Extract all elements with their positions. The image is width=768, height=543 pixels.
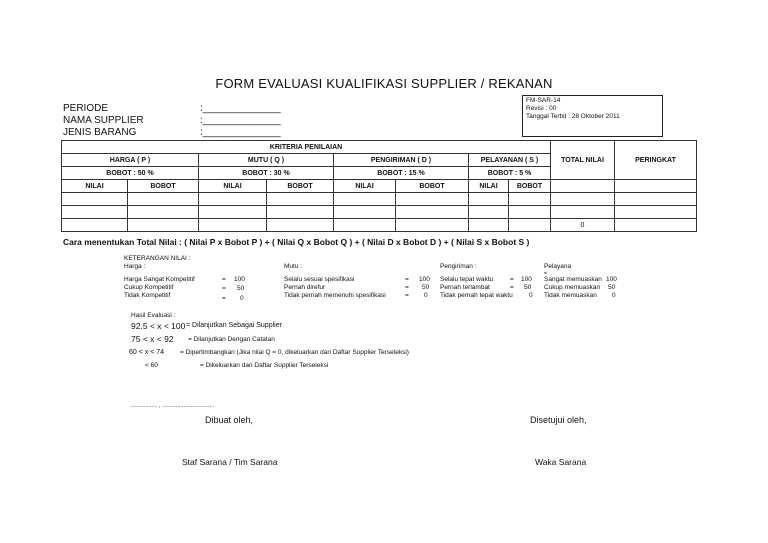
jenis-barang-label: JENIS BARANG bbox=[63, 127, 137, 138]
bobot-pengiriman: BOBOT : 15 % bbox=[334, 167, 469, 180]
table-cell[interactable] bbox=[334, 193, 396, 206]
pelayanan-option-text: Cukup memuaskan bbox=[544, 284, 600, 291]
table-cell[interactable] bbox=[334, 206, 396, 219]
mutu-option-value: 0 bbox=[424, 292, 428, 299]
form-title: FORM EVALUASI KUALIFIKASI SUPPLIER / REKANAN bbox=[215, 76, 553, 91]
mutu-option-eq: = bbox=[405, 276, 409, 283]
pengiriman-option-value: 0 bbox=[529, 292, 533, 299]
bobot-harga: BOBOT : 50 % bbox=[62, 167, 199, 180]
bobot-col-header: BOBOT bbox=[128, 180, 199, 193]
table-cell[interactable] bbox=[62, 193, 128, 206]
pelayanan-option-text: Sangat memuaskan bbox=[544, 276, 602, 283]
doc-revisi: Revisi : 00 bbox=[526, 105, 557, 112]
harga-option-eq: = bbox=[222, 276, 226, 283]
disetujui-label: Disetujui oleh, bbox=[530, 415, 587, 425]
hasil-range-3: 60 < x < 74 bbox=[129, 349, 165, 356]
hasil-title: Hasil Evaluasi : bbox=[131, 312, 176, 319]
harga-option-eq: = bbox=[222, 285, 226, 292]
pengiriman-option-eq: = bbox=[510, 276, 514, 283]
table-cell[interactable] bbox=[396, 206, 469, 219]
table-cell[interactable] bbox=[267, 193, 334, 206]
table-cell[interactable] bbox=[267, 219, 334, 232]
harga-option-text: Cukup Kompetitif bbox=[124, 284, 174, 291]
hasil-text-3: = Dipertimbangkan (Jika nilai Q = 0, dikeluarkan dari Daftar Supplier Terseleksi) bbox=[180, 349, 409, 356]
bobot-mutu: BOBOT : 30 % bbox=[199, 167, 334, 180]
mutu-option-eq: = bbox=[405, 284, 409, 291]
nama-supplier-label: NAMA SUPPLIER bbox=[63, 115, 144, 126]
pengiriman-option-text: Pernah terlambat bbox=[440, 284, 490, 291]
total-value-cell[interactable]: 0 bbox=[551, 219, 615, 232]
keterangan-pelayanan-header: Pelayana bbox=[544, 263, 572, 270]
pengiriman-option-eq: = bbox=[510, 284, 514, 291]
table-cell[interactable] bbox=[199, 206, 267, 219]
pengiriman-option-value: 50 bbox=[524, 284, 532, 291]
pelayanan-option-value: 0 bbox=[612, 292, 616, 299]
hasil-text-4: = Dikeluarkan dari Daftar Supplier Terseleksi bbox=[200, 362, 329, 369]
bobot-col-header: BOBOT bbox=[267, 180, 334, 193]
mutu-option-value: 100 bbox=[419, 276, 430, 283]
keterangan-mutu-header: Mutu : bbox=[284, 263, 303, 270]
table-cell[interactable] bbox=[509, 193, 551, 206]
table-cell[interactable] bbox=[128, 219, 199, 232]
keterangan-pengiriman-header: Pengiriman : bbox=[440, 263, 477, 270]
nama-supplier-field[interactable]: :______________ bbox=[200, 115, 281, 126]
pelayanan-option-text: Tidak memuaskan bbox=[544, 292, 597, 299]
peringkat-cell[interactable] bbox=[615, 180, 697, 193]
keterangan-harga-header: Harga : bbox=[124, 263, 146, 270]
table-cell[interactable] bbox=[615, 219, 697, 232]
keterangan-title: KETERANGAN NILAI : bbox=[124, 255, 191, 262]
table-cell[interactable] bbox=[199, 219, 267, 232]
hasil-range-4: < 60 bbox=[145, 362, 158, 369]
harga-option-text: Harga Sangat Kompetitif bbox=[124, 276, 195, 283]
table-cell[interactable] bbox=[128, 193, 199, 206]
hasil-range-1: 92.5 < x < 100 bbox=[131, 321, 186, 331]
nilai-col-header: NILAI bbox=[469, 180, 509, 193]
table-cell[interactable] bbox=[396, 219, 469, 232]
harga-option-value: 0 bbox=[240, 295, 244, 302]
table-cell[interactable] bbox=[62, 219, 128, 232]
pengiriman-option-text: Selalu tepat waktu bbox=[440, 276, 494, 283]
pelayanan-mark: = bbox=[544, 271, 547, 277]
table-cell[interactable] bbox=[267, 206, 334, 219]
table-cell[interactable] bbox=[396, 193, 469, 206]
periode-label: PERIODE bbox=[63, 103, 109, 114]
mutu-header: MUTU ( Q ) bbox=[199, 154, 334, 167]
table-row bbox=[62, 193, 697, 206]
table-cell[interactable] bbox=[334, 219, 396, 232]
nilai-col-header: NILAI bbox=[334, 180, 396, 193]
mutu-option-text: Tidak pernah memenuhi spesifikasi bbox=[284, 292, 386, 299]
mutu-option-text: Pernah direfur bbox=[284, 284, 326, 291]
table-cell[interactable] bbox=[62, 206, 128, 219]
total-nilai-header: TOTAL NILAI bbox=[551, 141, 615, 180]
table-cell[interactable] bbox=[469, 219, 509, 232]
doc-tanggal: Tanggal Terbit : 28 Oktober 2011 bbox=[526, 113, 620, 120]
harga-option-value: 50 bbox=[237, 285, 245, 292]
hasil-text-1: = Dilanjutkan Sebagai Supplier bbox=[186, 322, 282, 329]
jenis-barang-field[interactable]: :______________ bbox=[200, 127, 281, 138]
place-date-line[interactable]: .................. , .................................. bbox=[130, 403, 215, 409]
mutu-option-eq: = bbox=[405, 292, 409, 299]
kriteria-header: KRITERIA PENILAIAN bbox=[62, 141, 551, 154]
hasil-range-2: 75 < x < 92 bbox=[131, 334, 174, 344]
waka-sarana-signatory: Waka Sarana bbox=[535, 457, 587, 467]
total-cell[interactable] bbox=[551, 180, 615, 193]
nilai-col-header: NILAI bbox=[62, 180, 128, 193]
table-cell[interactable] bbox=[469, 193, 509, 206]
bobot-col-header: BOBOT bbox=[509, 180, 551, 193]
hasil-text-2: = Dilanjutkan Dengan Catatan bbox=[188, 336, 275, 343]
bobot-col-header: BOBOT bbox=[396, 180, 469, 193]
pengiriman-header: PENGIRIMAN ( D ) bbox=[334, 154, 469, 167]
periode-field[interactable]: :______________ bbox=[200, 103, 281, 114]
table-cell[interactable] bbox=[469, 206, 509, 219]
pengiriman-option-value: 100 bbox=[521, 276, 532, 283]
harga-header: HARGA ( P ) bbox=[62, 154, 199, 167]
bobot-pelayanan: BOBOT : 5 % bbox=[469, 167, 551, 180]
table-cell[interactable] bbox=[615, 193, 697, 206]
table-cell[interactable] bbox=[551, 193, 615, 206]
doc-code: FM-SAR-14 bbox=[526, 97, 561, 104]
pelayanan-option-value: 100 bbox=[606, 276, 617, 283]
table-cell[interactable] bbox=[509, 219, 551, 232]
staf-sarana-signatory: Staf Sarana / Tim Sarana bbox=[182, 457, 278, 467]
dibuat-label: Dibuat oleh, bbox=[205, 415, 254, 425]
mutu-option-text: Selalu sesuai spesifikasi bbox=[284, 276, 355, 283]
harga-option-value: 100 bbox=[234, 276, 245, 283]
document-info-box bbox=[522, 95, 663, 137]
formula-text: Cara menentukan Total Nilai : ( Nilai P x Bobot P ) + ( Nilai Q x Bobot Q ) + ( Nilai D x Bobot D ) + ( Nilai S x Bobot S ) bbox=[63, 237, 530, 247]
pelayanan-header: PELAYANAN ( S ) bbox=[469, 154, 551, 167]
harga-option-eq: = bbox=[222, 295, 226, 302]
peringkat-header: PERINGKAT bbox=[615, 141, 697, 180]
harga-option-text: Tidak Kompetitif bbox=[124, 292, 171, 299]
table-cell[interactable] bbox=[615, 206, 697, 219]
evaluation-table bbox=[61, 140, 697, 232]
table-cell[interactable] bbox=[509, 206, 551, 219]
table-cell[interactable] bbox=[551, 206, 615, 219]
table-row bbox=[62, 219, 697, 232]
nilai-col-header: NILAI bbox=[199, 180, 267, 193]
pelayanan-option-value: 50 bbox=[608, 284, 616, 291]
table-cell[interactable] bbox=[199, 193, 267, 206]
pengiriman-option-text: Tidak pernah tepat waktu bbox=[440, 292, 513, 299]
table-cell[interactable] bbox=[128, 206, 199, 219]
mutu-option-value: 50 bbox=[422, 284, 430, 291]
table-row bbox=[62, 206, 697, 219]
